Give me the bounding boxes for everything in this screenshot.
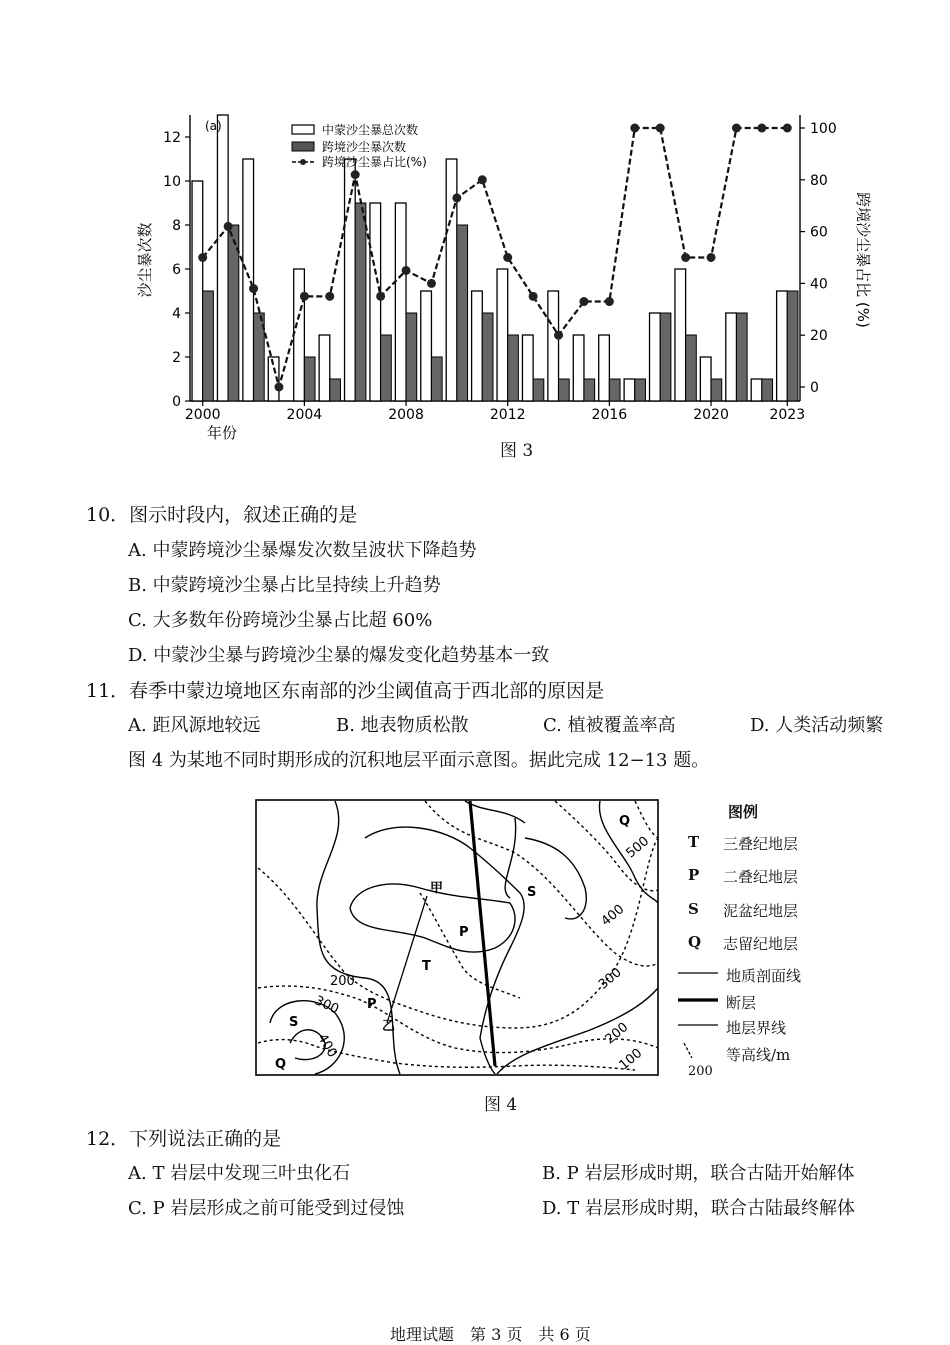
bar-cross xyxy=(355,203,366,401)
ratio-point xyxy=(656,124,665,133)
bar-total xyxy=(548,291,559,401)
contour-100: 100 xyxy=(616,1045,646,1074)
bar-cross xyxy=(330,379,341,401)
ratio-point xyxy=(579,297,588,306)
legend-label-t: 三叠纪地层 xyxy=(723,835,799,853)
legend-fault: 断层 xyxy=(726,994,757,1012)
bar-cross xyxy=(762,379,773,401)
bar-cross xyxy=(508,335,519,401)
ratio-point xyxy=(554,331,563,340)
ratio-point xyxy=(376,292,385,301)
bar-total xyxy=(522,335,533,401)
legend-label-p: 二叠纪地层 xyxy=(723,868,799,886)
q12-option-d: D. T 岩层形成时期，联合古陆最终解体 xyxy=(542,1198,855,1219)
chart-panel-label: (a) xyxy=(205,119,222,133)
y-tick-label: 2 xyxy=(172,350,181,366)
y2-tick-label: 60 xyxy=(810,224,828,241)
ratio-point xyxy=(300,292,309,301)
q10-option-c: C. 大多数年份跨境沙尘暴占比超 60% xyxy=(128,610,433,631)
bar-total xyxy=(217,115,228,401)
y-tick-label: 8 xyxy=(172,218,181,234)
bar-cross xyxy=(482,313,493,401)
ratio-point xyxy=(707,253,716,262)
bar-cross xyxy=(609,379,620,401)
contour-300-left: 300 xyxy=(312,993,341,1018)
ratio-point xyxy=(478,175,487,184)
label-jia: 甲 xyxy=(430,881,444,896)
contour-500: 500 xyxy=(623,833,653,862)
ratio-point xyxy=(452,193,461,202)
ratio-point xyxy=(681,253,690,262)
y2-tick-label: 0 xyxy=(810,380,819,396)
figure-4-caption: 图 4 xyxy=(484,1095,518,1115)
bar-total xyxy=(192,181,203,401)
y-tick-label: 6 xyxy=(172,262,181,278)
x-tick-label: 2020 xyxy=(693,407,729,423)
ratio-line xyxy=(203,128,788,387)
bar-cross xyxy=(431,357,442,401)
label-p-1: P xyxy=(459,925,469,940)
legend-cross: 跨境沙尘暴次数 xyxy=(322,140,407,154)
legend-sym-p: P xyxy=(688,866,700,884)
y-tick-label: 10 xyxy=(163,174,181,190)
label-s-1: S xyxy=(527,885,537,900)
q12-option-a: A. T 岩层中发现三叶虫化石 xyxy=(128,1163,351,1184)
q11-option-a: A. 距风源地较远 xyxy=(128,715,261,736)
bar-cross xyxy=(406,313,417,401)
bar-total xyxy=(624,379,635,401)
legend-boundary: 地层界线 xyxy=(726,1019,787,1037)
bar-cross xyxy=(736,313,747,401)
bar-total xyxy=(751,379,762,401)
y2-axis-label: 跨境沙尘暴占比 (%) xyxy=(854,192,872,328)
page-footer: 地理试题 第 3 页 共 6 页 xyxy=(390,1325,591,1344)
bar-cross xyxy=(660,313,671,401)
x-tick-label: 2008 xyxy=(388,407,424,423)
x-tick-label: 2016 xyxy=(591,407,628,423)
y-tick-label: 0 xyxy=(172,394,181,410)
legend-sym-q: Q xyxy=(688,933,702,951)
label-q-2: Q xyxy=(275,1057,287,1072)
q11-stem: 11．春季中蒙边境地区东南部的沙尘阈值高于西北部的原因是 xyxy=(86,680,605,702)
legend-label-q: 志留纪地层 xyxy=(723,935,799,953)
bar-total xyxy=(599,335,610,401)
ratio-point xyxy=(529,292,538,301)
chart-legend xyxy=(292,122,427,169)
bar-cross xyxy=(381,335,392,401)
legend-sym-s: S xyxy=(688,900,699,918)
q12-stem: 12．下列说法正确的是 xyxy=(86,1128,282,1150)
figure-3-caption: 图 3 xyxy=(500,441,534,461)
bar-total xyxy=(319,335,330,401)
ratio-point xyxy=(249,284,258,293)
y2-tick-label: 20 xyxy=(810,328,828,345)
legend-profile-line: 地质剖面线 xyxy=(726,967,802,985)
bar-total xyxy=(650,313,661,401)
ratio-point xyxy=(224,222,233,231)
bar-total xyxy=(370,203,381,401)
bar-cross xyxy=(304,357,315,401)
bar-cross xyxy=(787,291,798,401)
label-yi: 乙 xyxy=(382,1019,396,1034)
bar-total xyxy=(497,269,508,401)
contour-300: 300 xyxy=(595,965,625,993)
bar-total xyxy=(243,159,254,401)
ratio-point xyxy=(198,253,207,262)
ratio-point xyxy=(427,279,436,288)
q11-option-c: C. 植被覆盖率高 xyxy=(543,715,676,736)
y-axis-label: 沙尘暴次数 xyxy=(136,222,154,298)
ratio-point xyxy=(630,124,639,133)
q12-option-c: C. P 岩层形成之前可能受到过侵蚀 xyxy=(128,1198,405,1219)
ratio-point xyxy=(605,297,614,306)
label-p-2: P xyxy=(367,997,377,1012)
legend-title: 图例 xyxy=(728,803,759,821)
bar-total xyxy=(421,291,432,401)
contour-200-left: 200 xyxy=(330,974,355,989)
intro-12-13: 图 4 为某地不同时期形成的沉积地层平面示意图。据此完成 12−13 题。 xyxy=(128,750,710,771)
x-tick-label: 2004 xyxy=(286,407,323,423)
legend-line-symbols xyxy=(678,958,728,1078)
legend-ratio: 跨境沙尘暴占比(%) xyxy=(322,155,427,169)
bar-cross xyxy=(584,379,595,401)
ratio-point xyxy=(757,124,766,133)
legend-label-s: 泥盆纪地层 xyxy=(723,902,799,920)
contour-200: 200 xyxy=(602,1019,632,1048)
legend-sym-t: T xyxy=(688,833,700,851)
bar-total xyxy=(777,291,788,401)
bar-cross xyxy=(457,225,468,401)
label-s-2: S xyxy=(289,1015,299,1030)
x-tick-label: 2023 xyxy=(769,407,806,423)
bar-cross xyxy=(711,379,722,401)
legend-total: 中蒙沙尘暴总次数 xyxy=(322,123,419,137)
label-t: T xyxy=(422,959,431,974)
y2-tick-label: 100 xyxy=(810,121,837,137)
y-tick-label: 12 xyxy=(163,130,181,146)
dust-storm-chart xyxy=(130,110,880,440)
contour-400: 400 xyxy=(598,901,628,930)
ratio-point xyxy=(503,253,512,262)
legend-contour-sample: 200 xyxy=(688,1064,713,1079)
q11-option-d: D. 人类活动频繁 xyxy=(750,715,884,736)
legend-contour: 等高线/m xyxy=(726,1046,791,1064)
q10-option-b: B. 中蒙跨境沙尘暴占比呈持续上升趋势 xyxy=(128,575,441,596)
q10-stem: 10．图示时段内，叙述正确的是 xyxy=(86,504,358,526)
q12-option-b: B. P 岩层形成时期，联合古陆开始解体 xyxy=(542,1163,855,1184)
q10-option-d: D. 中蒙沙尘暴与跨境沙尘暴的爆发变化趋势基本一致 xyxy=(128,645,550,666)
q11-option-b: B. 地表物质松散 xyxy=(336,715,469,736)
bar-total xyxy=(395,203,406,401)
ratio-point xyxy=(325,292,334,301)
bar-cross xyxy=(203,291,214,401)
map-legend xyxy=(678,798,838,1083)
x-axis-label: 年份 xyxy=(206,424,238,440)
bar-cross xyxy=(559,379,570,401)
bar-cross xyxy=(533,379,544,401)
bar-total xyxy=(726,313,737,401)
bar-total xyxy=(294,269,305,401)
label-q-1: Q xyxy=(619,814,631,829)
ratio-point xyxy=(274,383,283,392)
bar-cross xyxy=(635,379,646,401)
bar-total xyxy=(700,357,711,401)
ratio-point xyxy=(732,124,741,133)
y2-tick-label: 40 xyxy=(810,276,828,293)
bar-total xyxy=(345,159,356,401)
x-tick-label: 2012 xyxy=(489,407,526,423)
bar-total xyxy=(472,291,483,401)
y-tick-label: 4 xyxy=(172,306,181,322)
bar-cross xyxy=(686,335,697,401)
ratio-point xyxy=(402,266,411,275)
contour-400-left: 400 xyxy=(314,1031,340,1061)
ratio-point xyxy=(351,170,360,179)
bar-total xyxy=(675,269,686,401)
bar-total xyxy=(573,335,584,401)
q10-option-a: A. 中蒙跨境沙尘暴爆发次数呈波状下降趋势 xyxy=(128,540,477,561)
ratio-point xyxy=(783,124,792,133)
x-tick-label: 2000 xyxy=(184,407,221,423)
y2-tick-label: 80 xyxy=(810,172,828,189)
geologic-map xyxy=(255,798,675,1078)
